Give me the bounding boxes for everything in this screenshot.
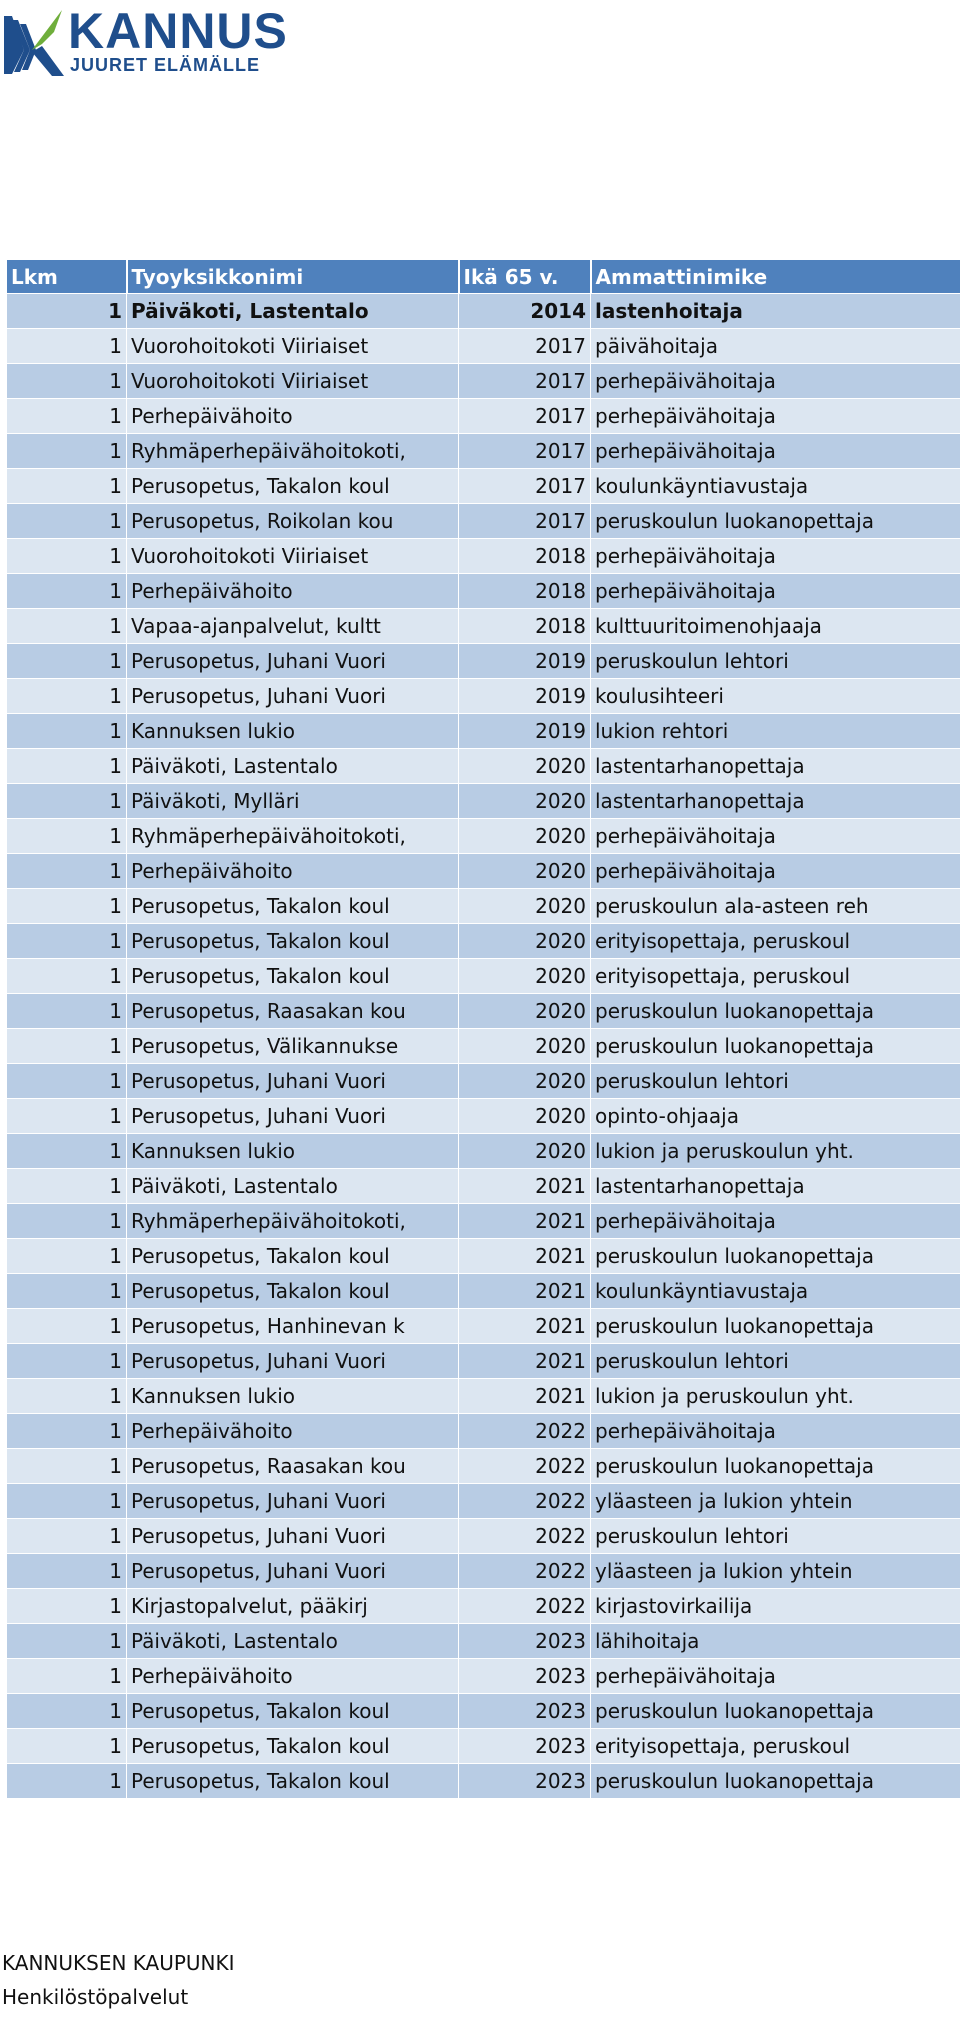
cell-tyoyksikkonimi: Ryhmäperhepäivähoitokoti, bbox=[127, 819, 459, 854]
cell-ammattinimike: lukion ja peruskoulun yht. bbox=[591, 1134, 960, 1169]
table-row bbox=[7, 1624, 960, 1659]
cell-tyoyksikkonimi: Perusopetus, Takalon koul bbox=[127, 959, 459, 994]
cell-ika: 2021 bbox=[459, 1169, 591, 1204]
cell-tyoyksikkonimi: Vuorohoitokoti Viiriaiset bbox=[127, 364, 459, 399]
cell-ammattinimike: peruskoulun lehtori bbox=[591, 644, 960, 679]
cell-ammattinimike: peruskoulun lehtori bbox=[591, 1064, 960, 1099]
cell-ammattinimike: lukion ja peruskoulun yht. bbox=[591, 1379, 960, 1414]
cell-ika: 2022 bbox=[459, 1519, 591, 1554]
cell-ammattinimike: perhepäivähoitaja bbox=[591, 574, 960, 609]
cell-ika: 2021 bbox=[459, 1239, 591, 1274]
cell-lkm: 1 bbox=[7, 1764, 127, 1799]
header-ika: Ikä 65 v. bbox=[459, 260, 591, 294]
table-row bbox=[7, 1589, 960, 1624]
cell-ammattinimike: yläasteen ja lukion yhtein bbox=[591, 1484, 960, 1519]
cell-tyoyksikkonimi: Perhepäivähoito bbox=[127, 1414, 459, 1449]
kannus-logo bbox=[2, 3, 288, 80]
cell-ammattinimike: peruskoulun luokanopettaja bbox=[591, 504, 960, 539]
cell-lkm: 1 bbox=[7, 1659, 127, 1694]
cell-lkm: 1 bbox=[7, 574, 127, 609]
cell-tyoyksikkonimi: Perusopetus, Takalon koul bbox=[127, 1729, 459, 1764]
table-row bbox=[7, 644, 960, 679]
cell-tyoyksikkonimi: Perusopetus, Takalon koul bbox=[127, 1239, 459, 1274]
table-row bbox=[7, 539, 960, 574]
cell-ika: 2017 bbox=[459, 504, 591, 539]
table-row bbox=[7, 1554, 960, 1589]
cell-ika: 2023 bbox=[459, 1694, 591, 1729]
logo-title: KANNUS bbox=[68, 3, 288, 59]
cell-ammattinimike: peruskoulun luokanopettaja bbox=[591, 1309, 960, 1344]
cell-lkm: 1 bbox=[7, 714, 127, 749]
cell-ammattinimike: peruskoulun luokanopettaja bbox=[591, 1449, 960, 1484]
cell-tyoyksikkonimi: Perusopetus, Takalon koul bbox=[127, 469, 459, 504]
cell-ammattinimike: lastenhoitaja bbox=[591, 294, 960, 329]
cell-ammattinimike: erityisopettaja, peruskoul bbox=[591, 924, 960, 959]
table-row bbox=[7, 329, 960, 364]
table-row bbox=[7, 1309, 960, 1344]
cell-ammattinimike: perhepäivähoitaja bbox=[591, 854, 960, 889]
cell-lkm: 1 bbox=[7, 1694, 127, 1729]
cell-ammattinimike: peruskoulun luokanopettaja bbox=[591, 1029, 960, 1064]
cell-tyoyksikkonimi: Päiväkoti, Lastentalo bbox=[127, 294, 459, 329]
cell-tyoyksikkonimi: Perusopetus, Juhani Vuori bbox=[127, 1344, 459, 1379]
retirement-table bbox=[6, 259, 960, 1799]
table-row bbox=[7, 1204, 960, 1239]
cell-tyoyksikkonimi: Perusopetus, Juhani Vuori bbox=[127, 679, 459, 714]
retirement-table-container bbox=[6, 259, 960, 1799]
cell-ika: 2017 bbox=[459, 364, 591, 399]
cell-ika: 2021 bbox=[459, 1204, 591, 1239]
cell-ammattinimike: peruskoulun luokanopettaja bbox=[591, 1764, 960, 1799]
cell-ika: 2018 bbox=[459, 574, 591, 609]
cell-lkm: 1 bbox=[7, 434, 127, 469]
cell-tyoyksikkonimi: Vuorohoitokoti Viiriaiset bbox=[127, 329, 459, 364]
cell-ammattinimike: koulunkäyntiavustaja bbox=[591, 469, 960, 504]
cell-lkm: 1 bbox=[7, 679, 127, 714]
cell-tyoyksikkonimi: Vapaa-ajanpalvelut, kultt bbox=[127, 609, 459, 644]
cell-lkm: 1 bbox=[7, 1484, 127, 1519]
cell-tyoyksikkonimi: Kannuksen lukio bbox=[127, 1379, 459, 1414]
table-row bbox=[7, 399, 960, 434]
cell-lkm: 1 bbox=[7, 924, 127, 959]
cell-ika: 2020 bbox=[459, 819, 591, 854]
table-row bbox=[7, 1064, 960, 1099]
cell-ika: 2017 bbox=[459, 329, 591, 364]
cell-tyoyksikkonimi: Perusopetus, Takalon koul bbox=[127, 1694, 459, 1729]
cell-ammattinimike: päivähoitaja bbox=[591, 329, 960, 364]
cell-ammattinimike: peruskoulun lehtori bbox=[591, 1519, 960, 1554]
cell-tyoyksikkonimi: Ryhmäperhepäivähoitokoti, bbox=[127, 434, 459, 469]
cell-ika: 2021 bbox=[459, 1309, 591, 1344]
table-row bbox=[7, 1099, 960, 1134]
cell-lkm: 1 bbox=[7, 294, 127, 329]
cell-ika: 2021 bbox=[459, 1274, 591, 1309]
cell-ammattinimike: opinto-ohjaaja bbox=[591, 1099, 960, 1134]
cell-ika: 2020 bbox=[459, 1029, 591, 1064]
cell-lkm: 1 bbox=[7, 1729, 127, 1764]
cell-lkm: 1 bbox=[7, 994, 127, 1029]
table-row bbox=[7, 1274, 960, 1309]
table-row bbox=[7, 1169, 960, 1204]
cell-ammattinimike: perhepäivähoitaja bbox=[591, 1204, 960, 1239]
table-row bbox=[7, 1344, 960, 1379]
table-row bbox=[7, 924, 960, 959]
kannus-logo-icon bbox=[2, 10, 66, 78]
cell-ammattinimike: perhepäivähoitaja bbox=[591, 434, 960, 469]
table-row bbox=[7, 854, 960, 889]
cell-ammattinimike: peruskoulun ala-asteen reh bbox=[591, 889, 960, 924]
table-row bbox=[7, 609, 960, 644]
cell-lkm: 1 bbox=[7, 1379, 127, 1414]
cell-lkm: 1 bbox=[7, 364, 127, 399]
cell-ammattinimike: kirjastovirkailija bbox=[591, 1589, 960, 1624]
footer-department: Henkilöstöpalvelut bbox=[2, 1985, 189, 2009]
cell-lkm: 1 bbox=[7, 1204, 127, 1239]
cell-lkm: 1 bbox=[7, 819, 127, 854]
footer bbox=[2, 1946, 235, 2014]
cell-ammattinimike: erityisopettaja, peruskoul bbox=[591, 959, 960, 994]
cell-tyoyksikkonimi: Perhepäivähoito bbox=[127, 399, 459, 434]
cell-lkm: 1 bbox=[7, 1099, 127, 1134]
footer-organization: KANNUKSEN KAUPUNKI bbox=[2, 1951, 235, 1975]
cell-ammattinimike: lukion rehtori bbox=[591, 714, 960, 749]
table-row bbox=[7, 574, 960, 609]
cell-ammattinimike: koulunkäyntiavustaja bbox=[591, 1274, 960, 1309]
cell-lkm: 1 bbox=[7, 1064, 127, 1099]
table-row bbox=[7, 504, 960, 539]
cell-lkm: 1 bbox=[7, 1449, 127, 1484]
cell-lkm: 1 bbox=[7, 1589, 127, 1624]
cell-ika: 2021 bbox=[459, 1344, 591, 1379]
cell-ika: 2020 bbox=[459, 1064, 591, 1099]
table-row bbox=[7, 714, 960, 749]
cell-tyoyksikkonimi: Ryhmäperhepäivähoitokoti, bbox=[127, 1204, 459, 1239]
cell-ammattinimike: perhepäivähoitaja bbox=[591, 819, 960, 854]
cell-ika: 2014 bbox=[459, 294, 591, 329]
cell-ika: 2023 bbox=[459, 1764, 591, 1799]
table-row bbox=[7, 434, 960, 469]
cell-ammattinimike: lähihoitaja bbox=[591, 1624, 960, 1659]
cell-tyoyksikkonimi: Päiväkoti, Lastentalo bbox=[127, 1624, 459, 1659]
table-row bbox=[7, 994, 960, 1029]
cell-lkm: 1 bbox=[7, 329, 127, 364]
table-row bbox=[7, 1379, 960, 1414]
table-row bbox=[7, 1134, 960, 1169]
cell-ammattinimike: peruskoulun luokanopettaja bbox=[591, 1694, 960, 1729]
cell-ika: 2020 bbox=[459, 889, 591, 924]
cell-lkm: 1 bbox=[7, 1519, 127, 1554]
table-row bbox=[7, 1414, 960, 1449]
cell-tyoyksikkonimi: Perusopetus, Raasakan kou bbox=[127, 1449, 459, 1484]
table-row bbox=[7, 1764, 960, 1799]
cell-lkm: 1 bbox=[7, 1239, 127, 1274]
cell-ika: 2020 bbox=[459, 749, 591, 784]
cell-ammattinimike: yläasteen ja lukion yhtein bbox=[591, 1554, 960, 1589]
header-ammattinimike: Ammattinimike bbox=[591, 260, 960, 294]
cell-lkm: 1 bbox=[7, 1029, 127, 1064]
cell-lkm: 1 bbox=[7, 1274, 127, 1309]
table-row bbox=[7, 889, 960, 924]
cell-lkm: 1 bbox=[7, 889, 127, 924]
cell-tyoyksikkonimi: Päiväkoti, Mylläri bbox=[127, 784, 459, 819]
cell-lkm: 1 bbox=[7, 469, 127, 504]
table-row bbox=[7, 1029, 960, 1064]
cell-ika: 2020 bbox=[459, 854, 591, 889]
table-row bbox=[7, 364, 960, 399]
table-row bbox=[7, 1449, 960, 1484]
cell-ammattinimike: perhepäivähoitaja bbox=[591, 364, 960, 399]
cell-tyoyksikkonimi: Perusopetus, Takalon koul bbox=[127, 1764, 459, 1799]
cell-ika: 2019 bbox=[459, 644, 591, 679]
cell-lkm: 1 bbox=[7, 609, 127, 644]
table-header-row bbox=[7, 260, 960, 294]
cell-lkm: 1 bbox=[7, 644, 127, 679]
table-row bbox=[7, 1519, 960, 1554]
cell-tyoyksikkonimi: Perusopetus, Juhani Vuori bbox=[127, 1519, 459, 1554]
cell-ika: 2018 bbox=[459, 609, 591, 644]
cell-ika: 2020 bbox=[459, 1099, 591, 1134]
cell-tyoyksikkonimi: Perusopetus, Juhani Vuori bbox=[127, 644, 459, 679]
cell-ika: 2022 bbox=[459, 1484, 591, 1519]
cell-ammattinimike: lastentarhanopettaja bbox=[591, 784, 960, 819]
cell-ika: 2022 bbox=[459, 1414, 591, 1449]
table-row bbox=[7, 784, 960, 819]
cell-tyoyksikkonimi: Kirjastopalvelut, pääkirj bbox=[127, 1589, 459, 1624]
cell-ika: 2020 bbox=[459, 959, 591, 994]
cell-lkm: 1 bbox=[7, 399, 127, 434]
table-row bbox=[7, 749, 960, 784]
cell-ika: 2023 bbox=[459, 1729, 591, 1764]
cell-tyoyksikkonimi: Perusopetus, Juhani Vuori bbox=[127, 1484, 459, 1519]
cell-ika: 2017 bbox=[459, 434, 591, 469]
table-row bbox=[7, 1484, 960, 1519]
table-header bbox=[7, 260, 960, 294]
table-row bbox=[7, 1729, 960, 1764]
cell-tyoyksikkonimi: Perusopetus, Juhani Vuori bbox=[127, 1554, 459, 1589]
cell-ammattinimike: perhepäivähoitaja bbox=[591, 1659, 960, 1694]
cell-lkm: 1 bbox=[7, 1309, 127, 1344]
table-row bbox=[7, 1239, 960, 1274]
cell-ika: 2019 bbox=[459, 714, 591, 749]
cell-ammattinimike: perhepäivähoitaja bbox=[591, 399, 960, 434]
cell-ika: 2021 bbox=[459, 1379, 591, 1414]
cell-lkm: 1 bbox=[7, 749, 127, 784]
cell-lkm: 1 bbox=[7, 1554, 127, 1589]
cell-ika: 2022 bbox=[459, 1554, 591, 1589]
table-body bbox=[7, 294, 960, 1799]
cell-ika: 2019 bbox=[459, 679, 591, 714]
cell-tyoyksikkonimi: Perusopetus, Juhani Vuori bbox=[127, 1099, 459, 1134]
table-row bbox=[7, 1694, 960, 1729]
cell-tyoyksikkonimi: Kannuksen lukio bbox=[127, 714, 459, 749]
cell-ammattinimike: perhepäivähoitaja bbox=[591, 539, 960, 574]
cell-lkm: 1 bbox=[7, 1169, 127, 1204]
cell-ika: 2020 bbox=[459, 994, 591, 1029]
cell-tyoyksikkonimi: Perhepäivähoito bbox=[127, 854, 459, 889]
cell-lkm: 1 bbox=[7, 1344, 127, 1379]
cell-tyoyksikkonimi: Perhepäivähoito bbox=[127, 574, 459, 609]
table-row bbox=[7, 679, 960, 714]
cell-tyoyksikkonimi: Perusopetus, Hanhinevan k bbox=[127, 1309, 459, 1344]
cell-ika: 2020 bbox=[459, 1134, 591, 1169]
cell-ika: 2020 bbox=[459, 924, 591, 959]
cell-ammattinimike: erityisopettaja, peruskoul bbox=[591, 1729, 960, 1764]
cell-lkm: 1 bbox=[7, 784, 127, 819]
cell-tyoyksikkonimi: Kannuksen lukio bbox=[127, 1134, 459, 1169]
table-row bbox=[7, 469, 960, 504]
table-row bbox=[7, 959, 960, 994]
cell-ika: 2018 bbox=[459, 539, 591, 574]
cell-ammattinimike: lastentarhanopettaja bbox=[591, 1169, 960, 1204]
cell-tyoyksikkonimi: Perusopetus, Takalon koul bbox=[127, 924, 459, 959]
cell-ika: 2022 bbox=[459, 1589, 591, 1624]
cell-tyoyksikkonimi: Perusopetus, Takalon koul bbox=[127, 1274, 459, 1309]
logo-subtitle: JUURET ELÄMÄLLE bbox=[70, 55, 260, 75]
cell-ika: 2017 bbox=[459, 469, 591, 504]
cell-lkm: 1 bbox=[7, 1414, 127, 1449]
cell-tyoyksikkonimi: Perusopetus, Raasakan kou bbox=[127, 994, 459, 1029]
cell-ika: 2023 bbox=[459, 1624, 591, 1659]
cell-lkm: 1 bbox=[7, 959, 127, 994]
cell-ammattinimike: kulttuuritoimenohjaaja bbox=[591, 609, 960, 644]
table-row bbox=[7, 294, 960, 329]
cell-lkm: 1 bbox=[7, 1134, 127, 1169]
cell-ammattinimike: lastentarhanopettaja bbox=[591, 749, 960, 784]
cell-lkm: 1 bbox=[7, 539, 127, 574]
cell-lkm: 1 bbox=[7, 1624, 127, 1659]
header-tyoyksikkonimi: Tyoyksikkonimi bbox=[127, 260, 459, 294]
table-row bbox=[7, 1659, 960, 1694]
cell-tyoyksikkonimi: Päiväkoti, Lastentalo bbox=[127, 1169, 459, 1204]
cell-ika: 2017 bbox=[459, 399, 591, 434]
cell-ammattinimike: peruskoulun lehtori bbox=[591, 1344, 960, 1379]
cell-tyoyksikkonimi: Perusopetus, Takalon koul bbox=[127, 889, 459, 924]
header-lkm: Lkm bbox=[7, 260, 127, 294]
cell-ika: 2022 bbox=[459, 1449, 591, 1484]
cell-tyoyksikkonimi: Perusopetus, Välikannukse bbox=[127, 1029, 459, 1064]
cell-tyoyksikkonimi: Perusopetus, Roikolan kou bbox=[127, 504, 459, 539]
cell-ammattinimike: perhepäivähoitaja bbox=[591, 1414, 960, 1449]
cell-ika: 2020 bbox=[459, 784, 591, 819]
cell-tyoyksikkonimi: Perhepäivähoito bbox=[127, 1659, 459, 1694]
cell-ammattinimike: peruskoulun luokanopettaja bbox=[591, 1239, 960, 1274]
cell-lkm: 1 bbox=[7, 504, 127, 539]
cell-ika: 2023 bbox=[459, 1659, 591, 1694]
cell-ammattinimike: peruskoulun luokanopettaja bbox=[591, 994, 960, 1029]
table-row bbox=[7, 819, 960, 854]
cell-tyoyksikkonimi: Perusopetus, Juhani Vuori bbox=[127, 1064, 459, 1099]
cell-lkm: 1 bbox=[7, 854, 127, 889]
cell-tyoyksikkonimi: Päiväkoti, Lastentalo bbox=[127, 749, 459, 784]
cell-tyoyksikkonimi: Vuorohoitokoti Viiriaiset bbox=[127, 539, 459, 574]
cell-ammattinimike: koulusihteeri bbox=[591, 679, 960, 714]
